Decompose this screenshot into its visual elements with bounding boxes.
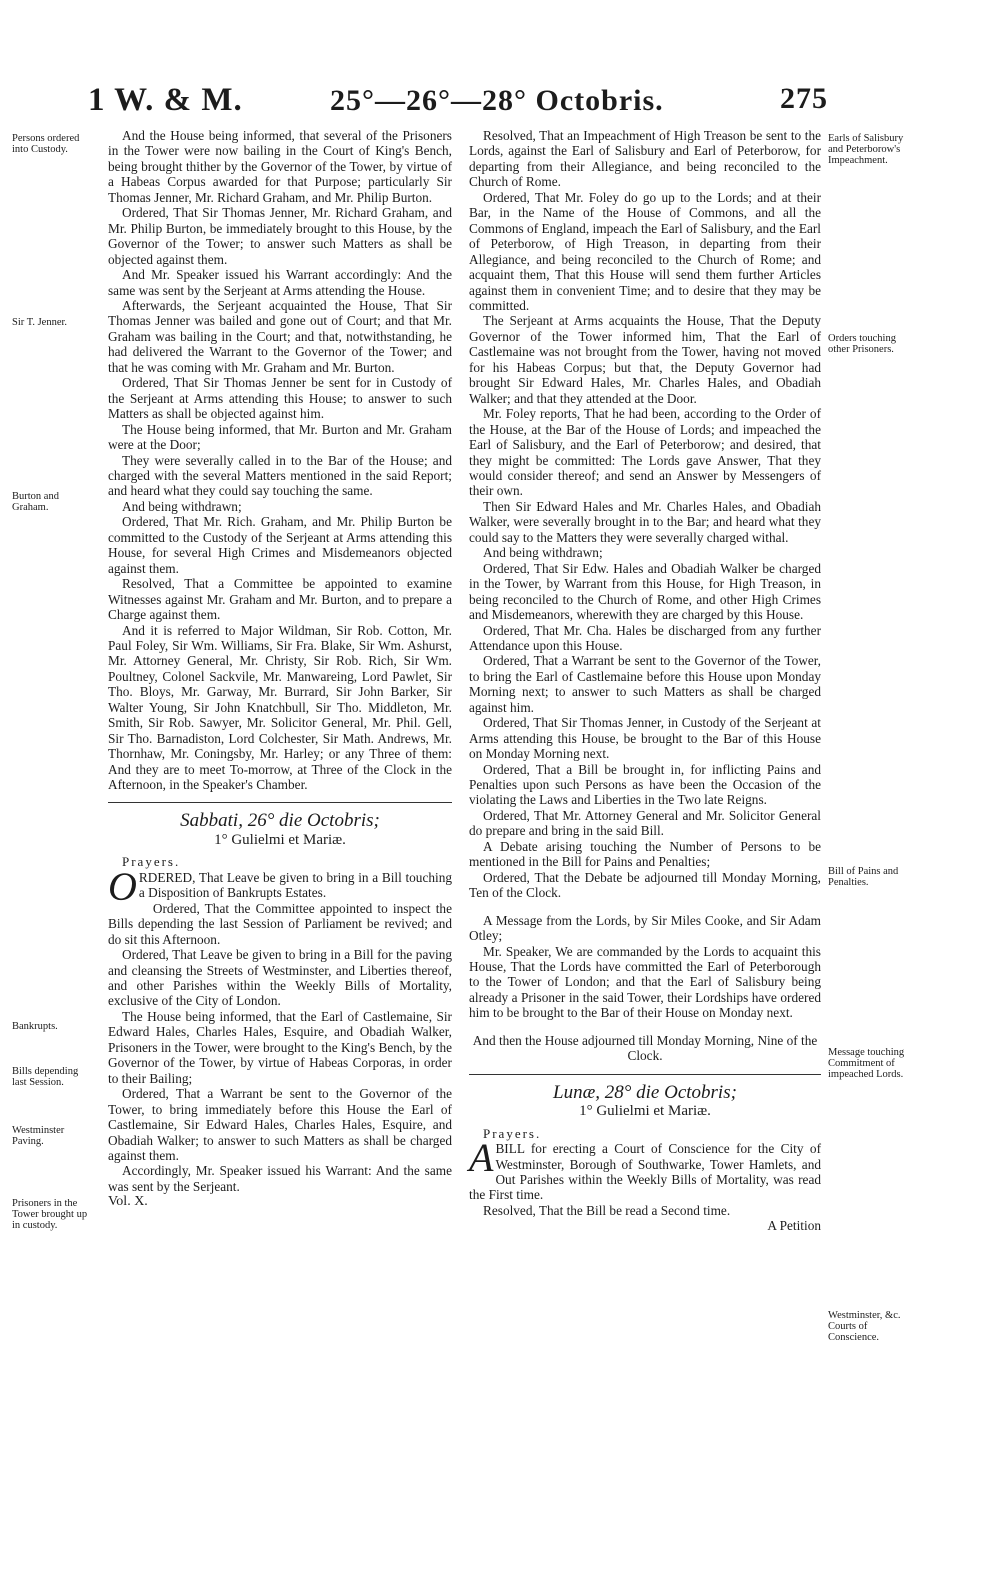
volume-label: Vol. X. <box>108 1194 148 1210</box>
paragraph: Accordingly, Mr. Speaker issued his Warrant: And the same was sent by the Serjeant. <box>108 1163 452 1194</box>
paragraph: And being withdrawn; <box>483 545 603 561</box>
paragraph: Ordered, That the Committee appointed to inspect the Bills depending the last Session of Parliament be revived; and do sit this Afternoon. <box>108 900 452 947</box>
paragraph: Ordered, That a Warrant be sent to the Governor of the Tower, to bring the Earl of Castlemaine before this House upon Monday Morning next; to answer to such Matters as shall be charged against him. <box>469 653 821 715</box>
paragraph: Then Sir Edward Hales and Mr. Charles Hales, and Obadiah Walker, were severally brought in to the Bar; and heard what they could say to the Matters they were severally charged withal. <box>469 498 821 545</box>
paragraph: And it is referred to Major Wildman, Sir Rob. Cotton, Mr. Paul Foley, Sir Wm. Williams, Sir Fra. Blake, Sir Wm. Ashurst, Mr. Attorney General, Mr. Christy, Sir Rob. Rich, Sir Wm. Poultney, Colonel Sackvile, Mr. Manwareing, Lord Pawlet, Sir Tho. Bloys, Mr. Garway, Mr. Burrard, Sir John Barker, Sir Walter Young, Sir John Knatchbull, Sir Tho. Middleton, Mr. Smith, Sir Rob. Sawyer, Mr. Solicitor General, Mr. Phil. Gell, Sir Tho. Barnadiston, Lord Colchester, Sir Math. Andrews, Mr. Thornhaw, Mr. Coningsby, Mr. Harley; or any Three of them: And they are to meet To-morrow, at Three of the Clock in the Afternoon, in the Speaker's Chamber. <box>108 622 452 793</box>
margin-note: Prisoners in the Tower brought up in custody. <box>12 1198 88 1231</box>
date-heading: 25°—26°—28° Octobris. <box>330 84 664 117</box>
drop-cap: O <box>108 863 137 909</box>
paragraph: Afterwards, the Serjeant acquainted the House, That Sir Thomas Jenner was bailed and gone out of Court; and that Mr. Graham was bailing in the Court; and that, notwithstanding, he had delivered the Warrant to the Governor of the Tower; and that he was coming with Mr. Graham and Mr. Burton. <box>108 297 452 375</box>
day-reign: 1° Gulielmi et Mariæ. <box>579 1103 711 1120</box>
reign-heading: 1 W. & M. <box>88 82 243 118</box>
day-reign: 1° Gulielmi et Mariæ. <box>214 831 346 848</box>
first-entry-text: RDERED, That Leave be given to bring in a Bill touching a Disposition of Bankrupts Estates. <box>138 869 452 901</box>
paragraph: Ordered, That Sir Thomas Jenner, Mr. Richard Graham, and Mr. Philip Burton, be immediately brought to this House, by the Governor of the Tower; to answer such Matters as shall be objected against them. <box>108 205 452 267</box>
day-title: Lunæ, 28° die Octobris; <box>553 1081 737 1103</box>
drop-cap: A <box>469 1135 494 1181</box>
paragraph: Ordered, That a Warrant be sent to the Governor of the Tower, to bring immediately before this House the Earl of Castlemaine, Sir Edward Hales, Charles Hales, Esquire, and Obadiah Walker; to answer to such Matters as shall be charged against them. <box>108 1086 452 1163</box>
margin-note: Westminster Paving. <box>12 1125 65 1147</box>
paragraph: And being withdrawn; <box>122 498 242 514</box>
page-number: 275 <box>780 82 828 115</box>
paragraph: A Message from the Lords, by Sir Miles Cooke, and Sir Adam Otley; <box>469 912 821 944</box>
first-entry <box>108 863 452 909</box>
right-column <box>469 128 821 1234</box>
paragraph: And Mr. Speaker issued his Warrant accordingly: And the same was sent by the Serjeant at Arms attending the House. <box>108 267 452 298</box>
prayers-heading: Prayers. <box>122 854 181 870</box>
adjournment: And then the House adjourned till Monday Morning, Nine of the Clock. <box>472 1032 818 1064</box>
margin-note: Burton and Graham. <box>12 491 59 513</box>
paragraph: A Debate arising touching the Number of Persons to be mentioned in the Bill for Pains and Penalties; <box>469 838 821 870</box>
margin-note: Persons ordered into Custody. <box>12 133 80 155</box>
paragraph: Ordered, That Leave be given to bring in a Bill for the paving and cleansing the Streets of Westminster, and Liberties thereof, and other Parishes within the Weekly Bills of Mortality, exclusive of the City of London. <box>108 947 452 1009</box>
margin-note: Westminster, &c. Courts of Conscience. <box>828 1310 901 1343</box>
paragraph: The Serjeant at Arms acquaints the House, That the Deputy Governor of the Tower informed him, That the Earl of Castlemaine was not brought from the Tower, having not moved for his Habeas Corpus; but that, the Deputy Governor had brought Sir Edward Hales, Mr. Charles Hales, and Obadiah Walker; and that they attended at the Door. <box>469 313 821 406</box>
paragraph: The House being informed, that Mr. Burton and Mr. Graham were at the Door; <box>108 421 452 453</box>
paragraph: Ordered, That Sir Thomas Jenner, in Custody of the Serjeant at Arms attending this House, be brought to the Bar of this House on Monday Morning next. <box>469 715 821 762</box>
margin-note: Bankrupts. <box>12 1021 58 1032</box>
paragraph: Ordered, That the Debate be adjourned till Monday Morning, Ten of the Clock. <box>469 869 821 901</box>
paragraph: Ordered, That Mr. Rich. Graham, and Mr. Philip Burton be committed to the Custody of the Serjeant at Arms attending this House, for several High Crimes and Misdemeanors objected against them. <box>108 514 452 576</box>
first-entry-text: BILL for erecting a Court of Conscience for the City of Westminster, Borough of Southwarke, Tower Hamlets, and Out Parishes within the Weekly Bills of Mortality, was read the First time. <box>469 1141 821 1203</box>
page-header <box>0 82 992 126</box>
paragraph: Resolved, That a Committee be appointed to examine Witnesses against Mr. Graham and Mr. Burton, and to prepare a Charge against them. <box>108 576 452 623</box>
catchword: A Petition <box>767 1218 821 1234</box>
paragraph: Ordered, That Mr. Foley do go up to the Lords; and at their Bar, in the Name of the House of Commons, and all the Commons of England, impeach the Earl of Salisbury, and the Earl of Peterborow, of High Treason, in departing from their Allegiance, and being reconciled to the Church of Rome; and acquaint them, That this House will send them further Articles against them in convenient Time; and to desire that they may be committed. <box>469 189 821 313</box>
margin-note: Bills depending last Session. <box>12 1066 79 1088</box>
paragraph: Ordered, That a Bill be brought in, for inflicting Pains and Penalties upon such Persons as have been the Occasion of the violating the Laws and Liberties in the Two late Reigns. <box>469 761 821 808</box>
section-rule <box>108 802 452 803</box>
margin-note: Bill of Pains and Penalties. <box>828 866 899 888</box>
paragraph: And the House being informed, that several of the Prisoners in the Tower were now bailing in the Court of King's Bench, being brought thither by the Governor of the Tower, by virtue of a Habeas Corpus awarded for that Purpose; particularly Sir Thomas Jenner, Mr. Richard Graham, and Mr. Philip Burton. <box>108 128 452 205</box>
margin-note: Orders touching other Prisoners. <box>828 333 896 355</box>
paragraph: They were severally called in to the Bar of the House; and charged with the several Matters mentioned in the said Report; and heard what they could say touching the same. <box>108 452 452 499</box>
paragraph: Ordered, That Sir Thomas Jenner be sent for in Custody of the Serjeant at Arms attending this House; to answer to such Matters as shall be objected against him. <box>108 375 452 422</box>
margin-note: Sir T. Jenner. <box>12 317 68 328</box>
paragraph: Ordered, That Sir Edw. Hales and Obadiah Walker be charged in the Tower, by Warrant from this House, for High Treason, in being reconciled to the Church of Rome, and other High Crimes and Misdemeanors, wherewith they are charged by this House. <box>469 560 821 623</box>
paragraph: Ordered, That Mr. Cha. Hales be discharged from any further Attendance upon this House. <box>469 622 821 653</box>
paragraph: Mr. Foley reports, That he had been, according to the Order of the House, at the Bar of the House of Lords; and impeached the Earl of Salisbury, and the Earl of Peterborow; and desired, that they might be committed: The Lords gave Answer, That they would consider thereof; and send an Answer by Messengers of their own. <box>469 406 821 499</box>
prayers-heading: Prayers. <box>483 1125 542 1141</box>
paragraph: Resolved, That the Bill be read a Second time. <box>483 1202 731 1218</box>
first-entry <box>469 1135 821 1203</box>
paragraph: The House being informed, that the Earl of Castlemaine, Sir Edward Hales, Charles Hales, Esquire, and Obadiah Walker, Prisoners in the Tower, were brought to the King's Bench, by the Governor of the Tower, by virtue of Habeas Corporas, in order to their Bailing; <box>108 1008 452 1086</box>
day-title: Sabbati, 26° die Octobris; <box>180 810 380 832</box>
section-rule <box>469 1074 821 1075</box>
left-column <box>108 128 452 1210</box>
paragraph: Ordered, That Mr. Attorney General and Mr. Solicitor General do prepare and bring in the said Bill. <box>469 807 821 839</box>
margin-note: Earls of Salisbury and Peterborow's Impeachment. <box>828 133 904 166</box>
margin-note: Message touching Commitment of impeached Lords. <box>828 1047 905 1080</box>
paragraph: Resolved, That an Impeachment of High Treason be sent to the Lords, against the Earl of Salisbury and Earl of Peterborow, for departing from their Allegiance, and being reconciled to the Church of Rome. <box>469 128 821 190</box>
paragraph: Mr. Speaker, We are commanded by the Lords to acquaint this House, That the Lords have committed the Earl of Peterborough to the Tower of London; and that the Earl of Salisbury being already a Prisoner in the said Tower, their Lordships have ordered him to be brought to the Bar of their House on Monday next. <box>469 943 821 1021</box>
